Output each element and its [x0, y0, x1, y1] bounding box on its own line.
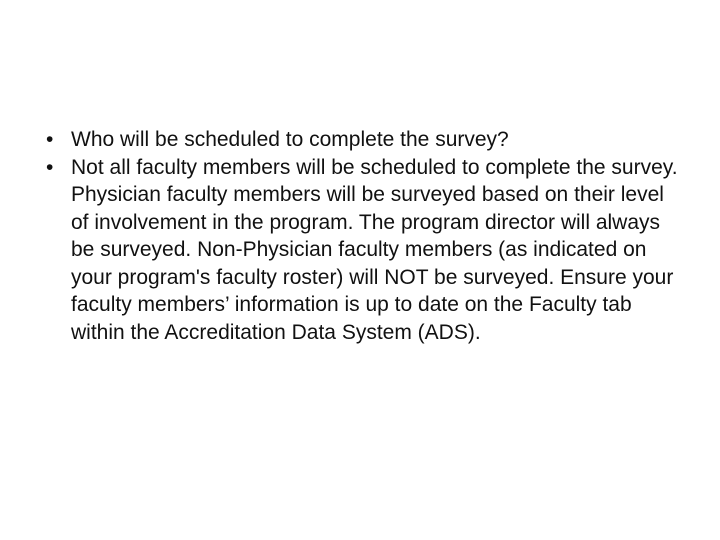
bullet-item-question	[46, 126, 686, 154]
bullet-list	[46, 126, 686, 346]
bullet-text-question: Who will be scheduled to complete the survey?	[71, 128, 509, 151]
bullet-icon: •	[46, 155, 54, 179]
bullet-text-answer: Not all faculty members will be scheduled to complete the survey. Physician faculty members will be surveyed based on their level of involvement in the program. The program director will always be surveyed. Non-Physician faculty members (as indicated on your program's faculty roster) will NOT be surveyed. Ensure your faculty members’ information is up to date on the Faculty tab within the Accreditation Data System (ADS).	[71, 155, 678, 344]
bullet-icon: •	[46, 128, 54, 151]
bullet-item-answer	[46, 154, 686, 347]
